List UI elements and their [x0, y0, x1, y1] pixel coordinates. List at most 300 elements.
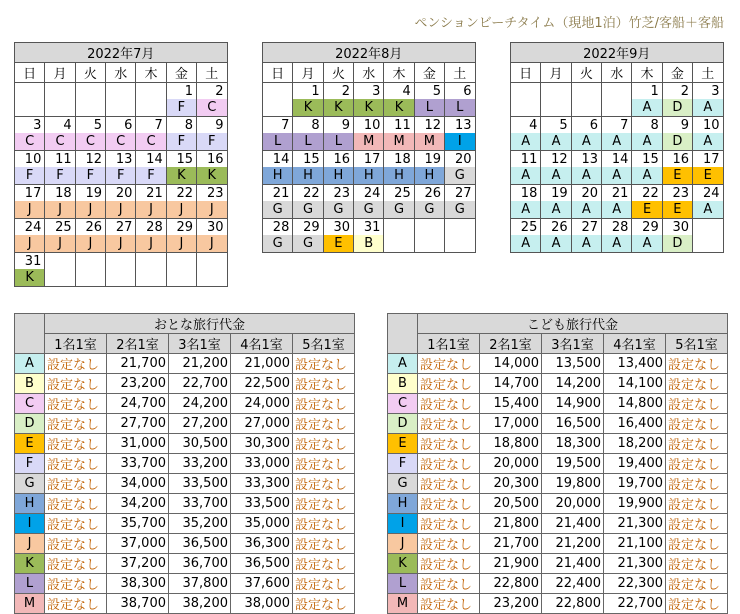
day-number — [106, 83, 136, 100]
table-row — [388, 414, 728, 434]
price-code: E — [662, 201, 692, 219]
price-cell: 設定なし — [293, 474, 355, 494]
price-cell: 22,700 — [604, 594, 666, 614]
price-cell: 設定なし — [293, 414, 355, 434]
price-cell: 20,000 — [542, 494, 604, 514]
price-cell: 設定なし — [418, 494, 480, 514]
price-cell: 14,200 — [542, 374, 604, 394]
price-code — [75, 99, 105, 117]
price-code-label: H — [388, 494, 418, 514]
price-code: K — [293, 99, 323, 117]
day-number: 23 — [197, 185, 227, 202]
day-number — [384, 219, 414, 236]
price-code: J — [75, 201, 105, 219]
price-cell: 設定なし — [418, 554, 480, 574]
day-number — [136, 83, 166, 100]
price-cell: 21,100 — [604, 534, 666, 554]
price-cell: 27,700 — [107, 414, 169, 434]
price-cell: 16,500 — [542, 414, 604, 434]
day-number — [602, 83, 632, 100]
price-code-label: M — [15, 594, 45, 614]
price-code — [541, 99, 571, 117]
table-row — [388, 494, 728, 514]
calendar-month-title: 2022年9月 — [511, 43, 724, 63]
day-number — [693, 219, 723, 236]
price-cell: 15,400 — [480, 394, 542, 414]
table-row — [388, 454, 728, 474]
price-cell: 18,800 — [480, 434, 542, 454]
price-cell: 設定なし — [45, 434, 107, 454]
day-number: 8 — [632, 117, 662, 134]
price-cell: 36,300 — [231, 534, 293, 554]
day-number: 24 — [693, 185, 723, 202]
day-number: 28 — [136, 219, 166, 236]
price-code-label: E — [388, 434, 418, 454]
day-number: 20 — [571, 185, 601, 202]
table-corner — [15, 314, 45, 354]
price-code — [45, 269, 75, 287]
day-number: 26 — [541, 219, 571, 236]
table-row — [15, 574, 355, 594]
weekday-header: 月 — [293, 63, 323, 83]
price-code-label: L — [388, 574, 418, 594]
day-number: 15 — [166, 151, 196, 168]
adult-price-table — [14, 313, 355, 614]
price-code-label: C — [388, 394, 418, 414]
price-code-label: H — [15, 494, 45, 514]
price-code: H — [293, 167, 323, 185]
table-row — [15, 594, 355, 614]
day-number — [445, 219, 475, 236]
price-cell: 24,200 — [169, 394, 231, 414]
calendar-month-title: 2022年8月 — [263, 43, 476, 63]
price-cell: 23,200 — [107, 374, 169, 394]
day-number: 13 — [445, 117, 475, 134]
price-code: J — [106, 235, 136, 253]
price-cell: 23,200 — [480, 594, 542, 614]
price-cell: 21,400 — [542, 514, 604, 534]
table-row — [388, 594, 728, 614]
price-code: L — [445, 99, 475, 117]
page-title: ペンションビーチタイム（現地1泊）竹芝/客船＋客船 — [414, 16, 724, 31]
calendar-month-title: 2022年7月 — [15, 43, 228, 63]
price-code: L — [323, 133, 353, 151]
price-code: G — [263, 235, 293, 253]
price-code: A — [541, 167, 571, 185]
price-code: B — [354, 235, 384, 253]
price-code: C — [75, 133, 105, 151]
day-number: 6 — [571, 117, 601, 134]
weekday-header: 土 — [197, 63, 227, 83]
weekday-header: 木 — [136, 63, 166, 83]
price-code: A — [571, 235, 601, 253]
price-code: F — [45, 167, 75, 185]
child-price-table — [387, 313, 728, 614]
day-number: 11 — [384, 117, 414, 134]
price-code-label: M — [388, 594, 418, 614]
day-number: 27 — [106, 219, 136, 236]
price-code: A — [511, 167, 541, 185]
price-cell: 21,200 — [169, 354, 231, 374]
day-number: 13 — [106, 151, 136, 168]
table-row — [388, 374, 728, 394]
day-number: 2 — [323, 83, 353, 100]
price-code: A — [602, 235, 632, 253]
price-cell: 18,300 — [542, 434, 604, 454]
day-number — [571, 83, 601, 100]
price-cell: 設定なし — [666, 454, 728, 474]
price-code: J — [197, 201, 227, 219]
day-number: 13 — [571, 151, 601, 168]
weekday-header: 水 — [602, 63, 632, 83]
price-code-label: E — [15, 434, 45, 454]
price-code: H — [354, 167, 384, 185]
day-number — [166, 253, 196, 270]
price-code: G — [293, 235, 323, 253]
price-cell: 14,000 — [480, 354, 542, 374]
price-cell: 20,500 — [480, 494, 542, 514]
price-cell: 19,900 — [604, 494, 666, 514]
price-code: J — [106, 201, 136, 219]
table-row — [15, 374, 355, 394]
price-cell: 21,300 — [604, 554, 666, 574]
day-number: 29 — [632, 219, 662, 236]
day-number: 1 — [166, 83, 196, 100]
price-code: J — [15, 235, 45, 253]
price-cell: 22,300 — [604, 574, 666, 594]
day-number: 12 — [414, 117, 444, 134]
weekday-header: 月 — [45, 63, 75, 83]
table-row — [15, 354, 355, 374]
price-cell: 21,000 — [231, 354, 293, 374]
price-cell: 33,200 — [169, 454, 231, 474]
table-row — [388, 434, 728, 454]
day-number: 22 — [632, 185, 662, 202]
price-cell: 36,700 — [169, 554, 231, 574]
day-number — [106, 253, 136, 270]
price-cell: 設定なし — [666, 474, 728, 494]
table-row — [15, 474, 355, 494]
price-code-label: L — [15, 574, 45, 594]
price-cell: 38,000 — [231, 594, 293, 614]
price-code: G — [445, 201, 475, 219]
price-cell: 設定なし — [666, 394, 728, 414]
day-number: 17 — [693, 151, 723, 168]
day-number: 31 — [15, 253, 45, 270]
price-code: M — [354, 133, 384, 151]
price-cell: 設定なし — [418, 594, 480, 614]
price-code: E — [662, 167, 692, 185]
price-table-title: こども旅行代金 — [418, 314, 728, 334]
price-cell: 24,000 — [231, 394, 293, 414]
price-code: G — [263, 201, 293, 219]
price-code: A — [511, 133, 541, 151]
price-code: F — [166, 133, 196, 151]
price-cell: 設定なし — [418, 414, 480, 434]
price-code: G — [293, 201, 323, 219]
price-code: K — [166, 167, 196, 185]
price-cell: 22,500 — [231, 374, 293, 394]
day-number: 24 — [15, 219, 45, 236]
weekday-header: 水 — [106, 63, 136, 83]
day-number: 30 — [323, 219, 353, 236]
day-number — [511, 83, 541, 100]
day-number: 21 — [602, 185, 632, 202]
day-number: 11 — [511, 151, 541, 168]
day-number: 22 — [166, 185, 196, 202]
price-cell: 設定なし — [666, 374, 728, 394]
price-code: L — [263, 133, 293, 151]
price-code: A — [571, 133, 601, 151]
price-cell: 設定なし — [666, 534, 728, 554]
price-cell: 21,900 — [480, 554, 542, 574]
price-code: A — [571, 167, 601, 185]
price-cell: 設定なし — [418, 374, 480, 394]
price-cell: 設定なし — [45, 374, 107, 394]
price-code: K — [384, 99, 414, 117]
price-code: A — [693, 133, 723, 151]
price-code: F — [197, 133, 227, 151]
day-number — [541, 83, 571, 100]
table-row — [15, 414, 355, 434]
price-code-label: G — [15, 474, 45, 494]
day-number: 1 — [632, 83, 662, 100]
day-number: 6 — [445, 83, 475, 100]
column-header: 3名1室 — [169, 334, 231, 354]
price-cell: 24,700 — [107, 394, 169, 414]
price-cell: 14,800 — [604, 394, 666, 414]
price-code: F — [15, 167, 45, 185]
price-code: K — [197, 167, 227, 185]
price-code: E — [323, 235, 353, 253]
price-code: G — [323, 201, 353, 219]
day-number: 9 — [323, 117, 353, 134]
price-code: M — [414, 133, 444, 151]
price-code-label: A — [15, 354, 45, 374]
price-cell: 37,200 — [107, 554, 169, 574]
price-code: K — [15, 269, 45, 287]
price-cell: 設定なし — [293, 454, 355, 474]
price-cell: 設定なし — [418, 454, 480, 474]
price-code: G — [384, 201, 414, 219]
price-code — [445, 235, 475, 253]
weekday-header: 土 — [693, 63, 723, 83]
column-header: 1名1室 — [45, 334, 107, 354]
price-code: L — [293, 133, 323, 151]
table-row — [15, 454, 355, 474]
column-header: 4名1室 — [231, 334, 293, 354]
day-number: 23 — [662, 185, 692, 202]
price-cell: 設定なし — [45, 354, 107, 374]
price-code-label: K — [388, 554, 418, 574]
price-cell: 22,400 — [542, 574, 604, 594]
price-code-label: D — [388, 414, 418, 434]
price-cell: 14,900 — [542, 394, 604, 414]
day-number — [15, 83, 45, 100]
day-number: 20 — [445, 151, 475, 168]
day-number: 4 — [45, 117, 75, 134]
price-cell: 設定なし — [666, 494, 728, 514]
price-cell: 設定なし — [418, 394, 480, 414]
price-cell: 33,700 — [169, 494, 231, 514]
price-cell: 30,500 — [169, 434, 231, 454]
price-code: F — [166, 99, 196, 117]
day-number: 14 — [263, 151, 293, 168]
price-cell: 設定なし — [45, 574, 107, 594]
price-code-label: D — [15, 414, 45, 434]
price-code — [75, 269, 105, 287]
day-number: 20 — [106, 185, 136, 202]
price-cell: 38,700 — [107, 594, 169, 614]
day-number: 12 — [75, 151, 105, 168]
price-cell: 設定なし — [293, 434, 355, 454]
price-cell: 36,500 — [231, 554, 293, 574]
price-table-title: おとな旅行代金 — [45, 314, 355, 334]
price-cell: 設定なし — [418, 514, 480, 534]
weekday-header: 月 — [541, 63, 571, 83]
price-code: A — [693, 201, 723, 219]
price-code: F — [75, 167, 105, 185]
weekday-header: 金 — [662, 63, 692, 83]
price-code: J — [45, 201, 75, 219]
day-number: 25 — [511, 219, 541, 236]
price-code: C — [15, 133, 45, 151]
day-number: 19 — [541, 185, 571, 202]
column-header: 2名1室 — [107, 334, 169, 354]
day-number: 30 — [197, 219, 227, 236]
table-row — [15, 534, 355, 554]
price-code — [384, 235, 414, 253]
price-cell: 設定なし — [293, 554, 355, 574]
column-header: 2名1室 — [480, 334, 542, 354]
table-row — [388, 534, 728, 554]
price-cell: 33,700 — [107, 454, 169, 474]
column-header: 1名1室 — [418, 334, 480, 354]
day-number: 16 — [323, 151, 353, 168]
day-number: 8 — [293, 117, 323, 134]
price-code: J — [197, 235, 227, 253]
price-cell: 設定なし — [418, 534, 480, 554]
price-cell: 設定なし — [293, 354, 355, 374]
price-code — [602, 99, 632, 117]
table-row — [388, 394, 728, 414]
day-number: 9 — [662, 117, 692, 134]
day-number: 11 — [45, 151, 75, 168]
price-cell: 13,400 — [604, 354, 666, 374]
price-cell: 33,300 — [231, 474, 293, 494]
day-number: 19 — [414, 151, 444, 168]
price-cell: 34,000 — [107, 474, 169, 494]
price-cell: 17,000 — [480, 414, 542, 434]
price-code-label: I — [388, 514, 418, 534]
price-cell: 設定なし — [666, 514, 728, 534]
price-code-label: J — [15, 534, 45, 554]
day-number: 1 — [293, 83, 323, 100]
day-number: 25 — [45, 219, 75, 236]
price-cell: 設定なし — [293, 494, 355, 514]
price-code — [136, 269, 166, 287]
column-header: 4名1室 — [604, 334, 666, 354]
day-number: 29 — [293, 219, 323, 236]
price-cell: 設定なし — [45, 474, 107, 494]
weekday-header: 火 — [323, 63, 353, 83]
price-cell: 設定なし — [666, 354, 728, 374]
column-header: 5名1室 — [293, 334, 355, 354]
price-code: A — [541, 235, 571, 253]
price-cell: 設定なし — [293, 374, 355, 394]
day-number: 9 — [197, 117, 227, 134]
price-code: H — [323, 167, 353, 185]
price-cell: 設定なし — [666, 554, 728, 574]
price-code — [263, 99, 293, 117]
price-cell: 35,700 — [107, 514, 169, 534]
price-code-label: B — [388, 374, 418, 394]
day-number: 28 — [263, 219, 293, 236]
day-number: 28 — [602, 219, 632, 236]
weekday-header: 日 — [15, 63, 45, 83]
day-number: 7 — [263, 117, 293, 134]
price-cell: 設定なし — [666, 574, 728, 594]
day-number: 7 — [136, 117, 166, 134]
day-number: 16 — [197, 151, 227, 168]
price-code: H — [263, 167, 293, 185]
price-code — [511, 99, 541, 117]
price-cell: 35,000 — [231, 514, 293, 534]
day-number: 3 — [354, 83, 384, 100]
price-cell: 設定なし — [45, 534, 107, 554]
table-row — [388, 554, 728, 574]
price-cell: 設定なし — [293, 394, 355, 414]
price-cell: 21,700 — [107, 354, 169, 374]
price-cell: 38,300 — [107, 574, 169, 594]
price-cell: 設定なし — [293, 594, 355, 614]
price-code: C — [106, 133, 136, 151]
day-number: 4 — [511, 117, 541, 134]
price-code: A — [571, 201, 601, 219]
price-cell: 設定なし — [45, 494, 107, 514]
price-cell: 22,700 — [169, 374, 231, 394]
day-number: 14 — [602, 151, 632, 168]
day-number — [414, 219, 444, 236]
price-code: G — [354, 201, 384, 219]
day-number: 7 — [602, 117, 632, 134]
price-cell: 19,700 — [604, 474, 666, 494]
price-code-label: B — [15, 374, 45, 394]
price-code: J — [166, 201, 196, 219]
table-row — [388, 354, 728, 374]
price-code: D — [662, 235, 692, 253]
price-code: C — [136, 133, 166, 151]
day-number — [263, 83, 293, 100]
day-number: 27 — [445, 185, 475, 202]
price-code: C — [45, 133, 75, 151]
day-number — [75, 253, 105, 270]
price-code: L — [414, 99, 444, 117]
price-code: A — [632, 235, 662, 253]
day-number — [75, 83, 105, 100]
price-code — [106, 99, 136, 117]
price-cell: 34,200 — [107, 494, 169, 514]
price-code: A — [602, 167, 632, 185]
day-number: 18 — [45, 185, 75, 202]
weekday-header: 火 — [571, 63, 601, 83]
day-number: 24 — [354, 185, 384, 202]
price-code: J — [45, 235, 75, 253]
price-code — [45, 99, 75, 117]
day-number: 8 — [166, 117, 196, 134]
day-number — [136, 253, 166, 270]
weekday-header: 金 — [166, 63, 196, 83]
